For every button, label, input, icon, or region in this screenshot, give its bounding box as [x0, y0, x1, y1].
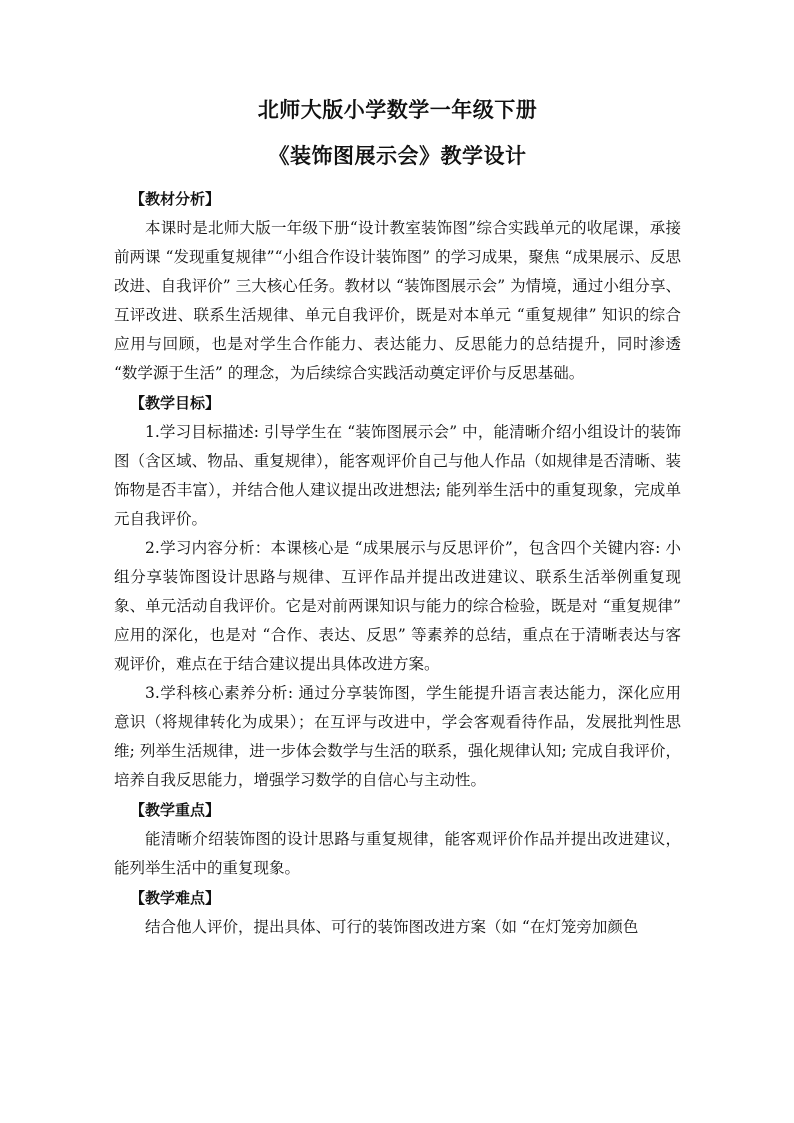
section-heading-goals: 【教学目标】: [130, 394, 221, 412]
goal-item-1: 1.学习目标描述: 引导学生在 “装饰图展示会” 中，能清晰介绍小组设计的装饰图（含区域、物品、重复规律），能客观评价自己与他人作品（如规律是否清晰、装饰物是否丰富），并结合他人建议提出改进想法; 能列举生活中的重复现象，完成单元自我评价。: [114, 423, 681, 528]
section-difficulties: [114, 883, 681, 942]
document-title: 北师大版小学数学一年级下册: [257, 97, 538, 122]
difficulties-paragraph: 结合他人评价，提出具体、可行的装饰图改进方案（如 “在灯笼旁加颜色: [145, 918, 639, 936]
goal-item-3: 3.学科核心素养分析: 通过分享装饰图，学生能提升语言表达能力，深化应用意识（将规律转化为成果）；在互评与改进中，学会客观看待作品，发展批判性思维; 列举生活规律，进一步体会数学与生活的联系，强化规律认知; 完成自我评价，培养自我反思能力，增强学习数学的自信心与主动性。: [114, 684, 681, 789]
section-heading-difficulties: 【教学难点】: [130, 889, 221, 907]
section-analysis: [114, 184, 681, 388]
analysis-paragraph: 本课时是北师大版一年级下册“设计教室装饰图”综合实践单元的收尾课，承接前两课 “发现重复规律”“小组合作设计装饰图” 的学习成果，聚焦 “成果展示、反思改进、自我评价” 三大核心任务。教材以 “装饰图展示会” 为情境，通过小组分享、互评改进、联系生活规律、单元自我评价，既是对本单元 “重复规律” 知识的综合应用与回顾，也是对学生合作能力、表达能力、反思能力的总结提升，同时渗透 “数学源于生活” 的理念，为后续综合实践活动奠定评价与反思基础。: [114, 219, 681, 382]
section-heading-analysis: 【教材分析】: [130, 190, 221, 208]
document-subtitle: 《装饰图展示会》教学设计: [268, 143, 527, 168]
section-heading-key-points: 【教学重点】: [130, 801, 221, 819]
key-points-paragraph: 能清晰介绍装饰图的设计思路与重复规律，能客观评价作品并提出改进建议，能列举生活中的重复现象。: [114, 830, 681, 877]
section-goals: [114, 388, 681, 795]
section-key-points: [114, 795, 681, 883]
document-body: [114, 97, 681, 942]
goal-item-2: 2.学习内容分析：本课核心是 “成果展示与反思评价”，包含四个关键内容: 小组分享装饰图设计思路与规律、互评作品并提出改进建议、联系生活举例重复现象、单元活动自我评价。它是对前两课知识与能力的综合检验，既是对 “重复规律” 应用的深化，也是对 “合作、表达、反思” 等素养的总结，重点在于清晰表达与客观评价，难点在于结合建议提出具体改进方案。: [114, 539, 681, 673]
